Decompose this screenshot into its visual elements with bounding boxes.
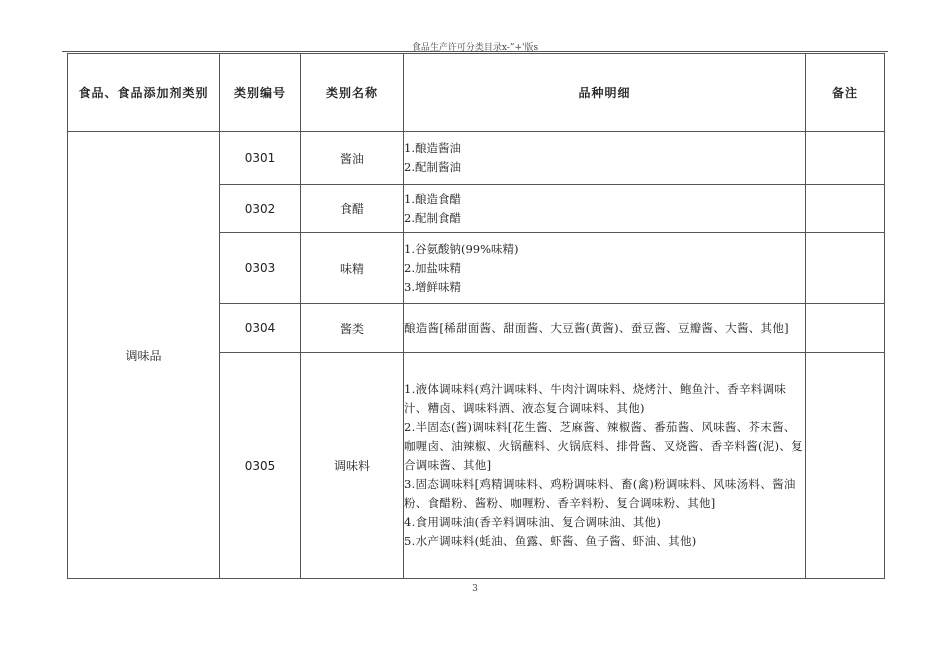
detail-line: 3.增鲜味精 [404,279,461,294]
table-header-row [68,54,885,132]
detail-cell [404,353,806,579]
detail-line: 1.谷氨酸钠(99%味精) [404,241,519,256]
code-cell: 0302 [220,185,301,233]
name-cell: 味精 [301,233,404,304]
name-cell: 酱油 [301,132,404,185]
remark-cell [806,233,885,304]
detail-line: 2.配制酱油 [404,160,461,174]
code-cell: 0303 [220,233,301,304]
code-cell: 0301 [220,132,301,185]
running-title: 食品生产许可分类目录x-”+'版s [411,43,539,53]
detail-cell [404,185,806,233]
name-cell: 酱类 [301,304,404,353]
detail-cell [404,132,806,185]
detail-line: 1.酿造酱油 [404,141,461,155]
remark-cell [806,353,885,579]
detail-line: 2.配制食醋 [404,210,461,225]
detail-line: 1.液体调味料(鸡汁调味料、牛肉汁调味料、烧烤汁、鲍鱼汁、香辛料调味汁、糟卤、调味料酒、液态复合调味料、其他) [404,382,787,415]
code-cell: 0305 [220,353,301,579]
col-header-code: 类别编号 [220,54,301,132]
detail-line: 4.食用调味油(香辛料调味油、复合调味油、其他) [404,515,662,529]
code-cell: 0304 [220,304,301,353]
name-cell: 食醋 [301,185,404,233]
detail-line: 2.半固态(酱)调味料[花生酱、芝麻酱、辣椒酱、番茄酱、风味酱、芥末酱、咖喱卤、油辣椒、火锅蘸料、火锅底料、排骨酱、叉烧酱、香辛料酱(泥)、复合调味酱、其他] [404,420,803,472]
detail-line: 酿造酱[稀甜面酱、甜面酱、大豆酱(黄酱)、蚕豆酱、豆瓣酱、大酱、其他] [404,320,789,335]
remark-cell [806,304,885,353]
table-row [68,132,885,185]
col-header-name: 类别名称 [301,54,404,132]
detail-line: 5.水产调味料(蚝油、鱼露、虾酱、鱼子酱、虾油、其他) [404,534,697,548]
col-header-details: 品种明细 [404,54,806,132]
remark-cell [806,185,885,233]
category-cell: 调味品 [68,132,220,579]
col-header-remark: 备注 [806,54,885,132]
detail-cell [404,304,806,353]
detail-line: 3.固态调味料[鸡精调味料、鸡粉调味料、畜(禽)粉调味料、风味汤料、酱油粉、食醋粉、酱粉、咖喱粉、香辛料粉、复合调味粉、其他] [404,477,796,510]
header-rule [62,51,888,52]
col-header-category: 食品、食品添加剂类别 [68,54,220,132]
detail-cell [404,233,806,304]
detail-line: 2.加盐味精 [404,260,461,275]
page-number: 3 [472,584,478,594]
detail-line: 1.酿造食醋 [404,191,461,206]
name-cell: 调味料 [301,353,404,579]
food-category-table [67,53,885,579]
remark-cell [806,132,885,185]
